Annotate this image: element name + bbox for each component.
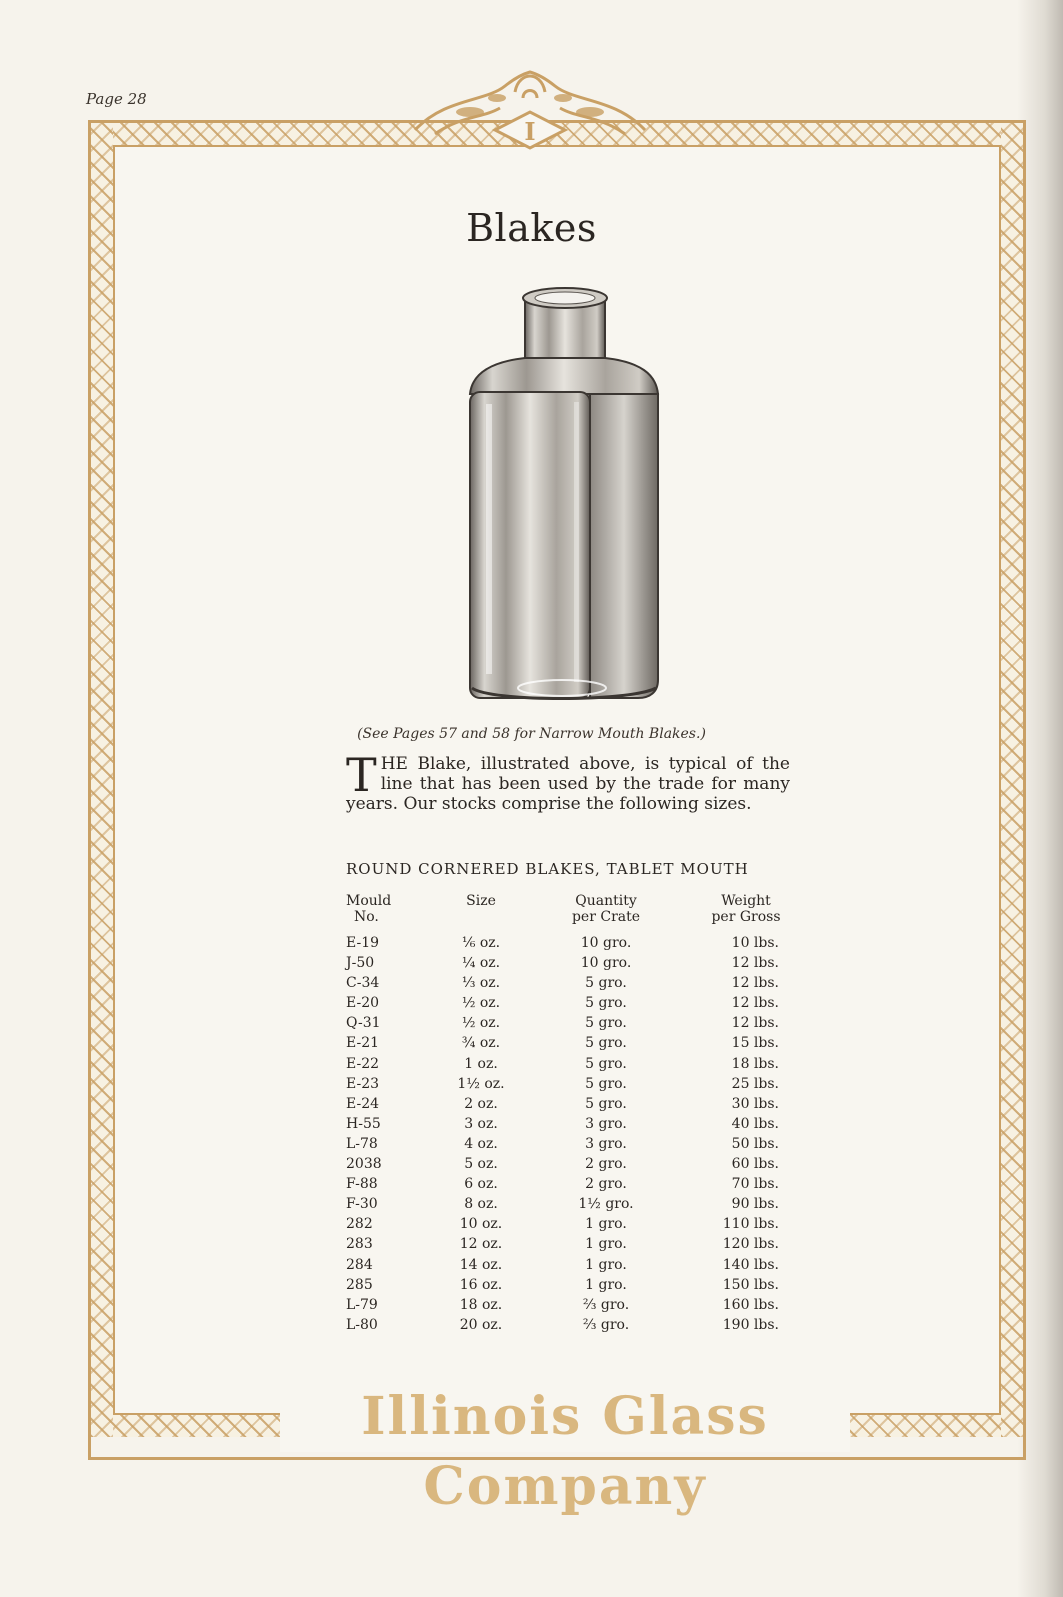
col-header-mould: Mould No.: [346, 893, 392, 925]
page-title: Blakes: [466, 206, 597, 250]
cell-weight: 12 lbs.: [731, 975, 779, 992]
cell-mould: 285: [346, 1276, 373, 1293]
cell-mould: E-24: [346, 1095, 380, 1112]
cell-size: 10 oz.: [459, 1216, 503, 1233]
cell-quantity: 1 gro.: [585, 1256, 627, 1273]
cell-weight: 12 lbs.: [731, 1015, 779, 1032]
cell-weight: 90 lbs.: [731, 1196, 779, 1213]
cell-quantity: 3 gro.: [585, 1115, 627, 1132]
cell-size: 14 oz.: [459, 1256, 503, 1273]
cell-size: 4 oz.: [464, 1135, 498, 1152]
cell-quantity: ⅔ gro.: [582, 1316, 630, 1333]
cell-size: 8 oz.: [464, 1196, 498, 1213]
cell-size: 16 oz.: [459, 1276, 503, 1293]
cell-size: 18 oz.: [459, 1296, 503, 1313]
cell-mould: E-22: [346, 1055, 380, 1072]
cell-mould: L-78: [346, 1135, 378, 1152]
cell-size: ½ oz.: [461, 995, 501, 1012]
table-row: [346, 1134, 796, 1154]
cell-quantity: 1 gro.: [585, 1236, 627, 1253]
cell-weight: 190 lbs.: [722, 1316, 779, 1333]
cell-weight: 110 lbs.: [722, 1216, 779, 1233]
blake-bottle-illustration: [450, 284, 680, 716]
cell-quantity: 2 gro.: [585, 1176, 627, 1193]
cell-size: 3 oz.: [464, 1115, 498, 1132]
cell-mould: E-21: [346, 1035, 380, 1052]
cell-weight: 25 lbs.: [731, 1075, 779, 1092]
table-heading: ROUND CORNERED BLAKES, TABLET MOUTH: [346, 860, 749, 878]
table-row: [346, 1033, 796, 1053]
drop-cap: T: [346, 748, 377, 802]
cell-quantity: 5 gro.: [585, 975, 627, 992]
table-row: [346, 1194, 796, 1214]
cell-weight: 15 lbs.: [731, 1035, 779, 1052]
cell-size: ¾ oz.: [461, 1035, 501, 1052]
cell-weight: 120 lbs.: [722, 1236, 779, 1253]
frame-rope-right: [1001, 123, 1023, 1437]
table-row: [346, 1154, 796, 1174]
cell-quantity: 5 gro.: [585, 1015, 627, 1032]
cell-quantity: 3 gro.: [585, 1135, 627, 1152]
cell-mould: E-19: [346, 935, 380, 951]
col-header-quantity: Quantity per Crate: [571, 893, 641, 925]
cell-mould: 283: [346, 1236, 373, 1253]
sizes-table: [346, 893, 796, 1335]
table-row: [346, 1074, 796, 1094]
table-row: [346, 953, 796, 973]
cell-mould: H-55: [346, 1115, 381, 1132]
table-body: [346, 933, 796, 1335]
table-row: [346, 1295, 796, 1315]
cell-quantity: 1½ gro.: [578, 1196, 634, 1213]
cell-weight: 70 lbs.: [731, 1176, 779, 1193]
intro-text: HE Blake, illustrated above, is typical of the line that has been used by the trade for many years. Our stocks comprise the following sizes.: [346, 754, 790, 814]
cell-weight: 30 lbs.: [731, 1095, 779, 1112]
cell-mould: Q-31: [346, 1015, 381, 1032]
cell-quantity: 10 gro.: [580, 955, 632, 972]
cell-mould: 284: [346, 1256, 373, 1273]
cell-mould: E-20: [346, 995, 380, 1012]
footer-brand: Illinois Glass Company: [280, 1382, 850, 1452]
cell-weight: 40 lbs.: [731, 1115, 779, 1132]
table-row: [346, 1054, 796, 1074]
cell-weight: 18 lbs.: [731, 1055, 779, 1072]
cell-mould: F-88: [346, 1176, 378, 1193]
cell-weight: 12 lbs.: [731, 955, 779, 972]
cell-quantity: 10 gro.: [580, 935, 632, 951]
cell-mould: L-79: [346, 1296, 378, 1313]
cell-size: 6 oz.: [464, 1176, 498, 1193]
cell-weight: 140 lbs.: [722, 1256, 779, 1273]
table-row: [346, 1094, 796, 1114]
col-header-size: Size: [466, 893, 496, 909]
cell-quantity: 1 gro.: [585, 1276, 627, 1293]
cell-size: 12 oz.: [459, 1236, 503, 1253]
table-row: [346, 1275, 796, 1295]
emblem-letter: I: [524, 117, 536, 146]
cell-size: ⅓ oz.: [461, 975, 501, 992]
cell-weight: 50 lbs.: [731, 1135, 779, 1152]
cell-quantity: ⅔ gro.: [582, 1296, 630, 1313]
cell-weight: 60 lbs.: [731, 1156, 779, 1173]
cell-weight: 10 lbs.: [731, 935, 779, 951]
cell-size: 1 oz.: [464, 1055, 498, 1072]
cell-quantity: 5 gro.: [585, 1055, 627, 1072]
table-row: [346, 973, 796, 993]
crest-emblem: [405, 68, 655, 160]
cell-size: 20 oz.: [459, 1316, 503, 1333]
cell-mould: 282: [346, 1216, 373, 1233]
cell-weight: 150 lbs.: [722, 1276, 779, 1293]
cell-weight: 160 lbs.: [722, 1296, 779, 1313]
table-row: [346, 1234, 796, 1254]
table-row: [346, 1114, 796, 1134]
frame-rope-left: [91, 123, 113, 1437]
table-header: [346, 893, 796, 933]
cell-size: 2 oz.: [464, 1095, 498, 1112]
cell-quantity: 5 gro.: [585, 1035, 627, 1052]
cell-weight: 12 lbs.: [731, 995, 779, 1012]
table-row: [346, 1315, 796, 1335]
caption-see-pages: (See Pages 57 and 58 for Narrow Mouth Blakes.): [357, 726, 706, 742]
intro-paragraph: [346, 748, 790, 814]
table-row: [346, 1255, 796, 1275]
cell-mould: J-50: [346, 955, 375, 972]
table-row: [346, 1174, 796, 1194]
table-row: [346, 993, 796, 1013]
cell-size: ⅙ oz.: [461, 935, 501, 951]
page-number: Page 28: [86, 90, 147, 108]
cell-mould: F-30: [346, 1196, 378, 1213]
cell-quantity: 5 gro.: [585, 1095, 627, 1112]
cell-quantity: 2 gro.: [585, 1156, 627, 1173]
table-row: [346, 1013, 796, 1033]
table-row: [346, 933, 796, 953]
cell-quantity: 5 gro.: [585, 1075, 627, 1092]
cell-size: 1½ oz.: [457, 1075, 505, 1092]
cell-quantity: 5 gro.: [585, 995, 627, 1012]
cell-quantity: 1 gro.: [585, 1216, 627, 1233]
cell-mould: C-34: [346, 975, 380, 992]
cell-size: 5 oz.: [464, 1156, 498, 1173]
cell-mould: L-80: [346, 1316, 378, 1333]
cell-size: ¼ oz.: [461, 955, 501, 972]
cell-mould: E-23: [346, 1075, 380, 1092]
cell-size: ½ oz.: [461, 1015, 501, 1032]
cell-mould: 2038: [346, 1156, 382, 1173]
col-header-weight: Weight per Gross: [711, 893, 781, 925]
table-row: [346, 1214, 796, 1234]
